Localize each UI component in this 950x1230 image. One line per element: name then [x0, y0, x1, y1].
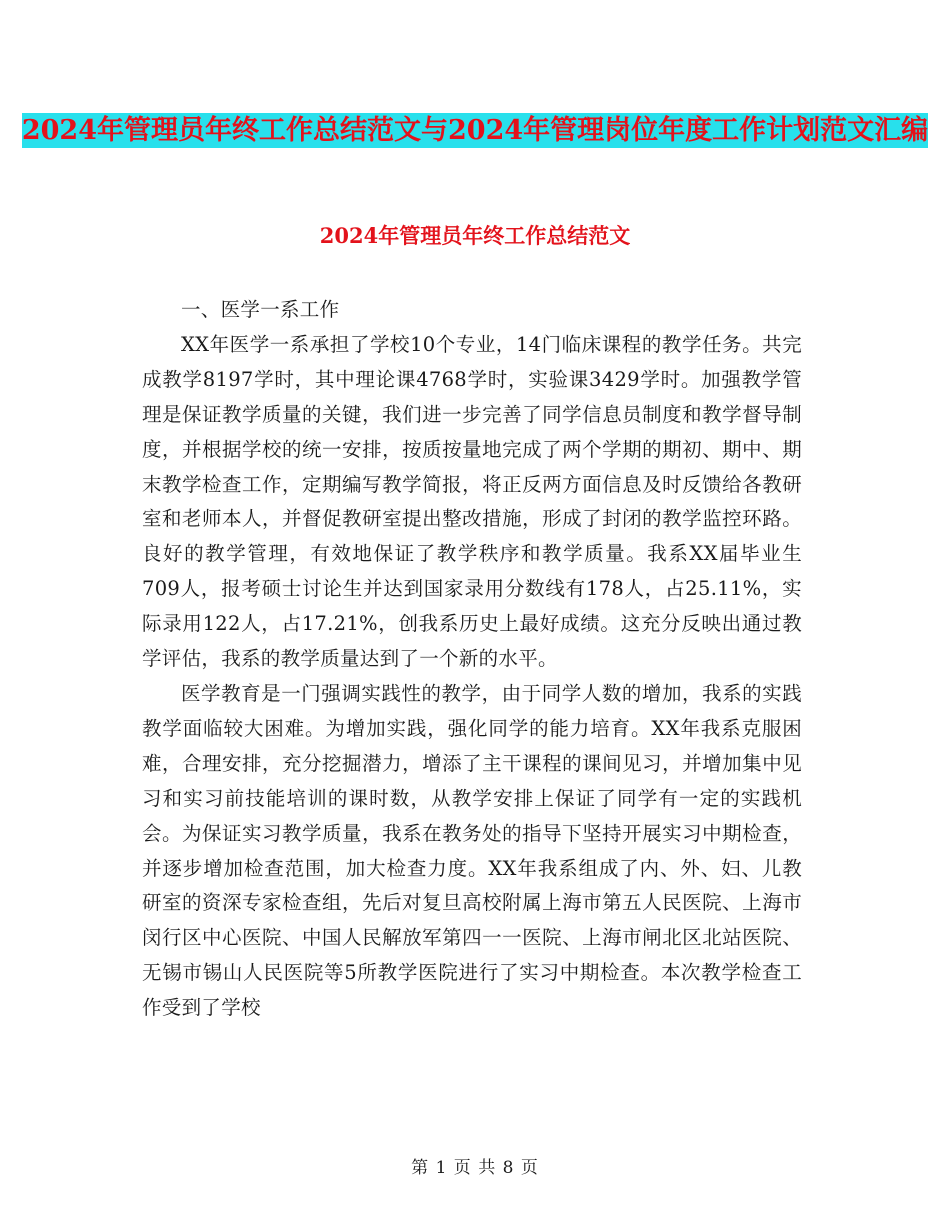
paragraph-heading: 一、医学一系工作 [181, 298, 340, 321]
document-body [142, 293, 802, 1026]
paragraph: XX年医学一系承担了学校10个专业，14门临床课程的教学任务。共完成教学8197学时，其中理论课4768学时，实验课3429学时。加强教学管理是保证教学质量的关键，我们进一步完善了同学信息员制度和教学督导制度，并根据学校的统一安排，按质按量地完成了两个学期的期初、期中、期末教学检查工作，定期编写教学简报，将正反两方面信息及时反馈给各教研室和老师本人，并督促教研室提出整改措施，形成了封闭的教学监控环路。良好的教学管理，有效地保证了教学秩序和教学质量。我系XX届毕业生709人，报考硕士讨论生并达到国家录用分数线有178人，占25.11%，实际录用122人，占17.21%，创我系历史上最好成绩。这充分反映出通过教学评估，我系的教学质量达到了一个新的水平。 [142, 332, 802, 671]
document-title [0, 107, 950, 155]
document-title-text: 2024年管理员年终工作总结范文与2024年管理岗位年度工作计划范文汇编 [21, 115, 929, 146]
page-footer: 第 1 页 共 8 页 [411, 1158, 539, 1178]
paragraph: 医学教育是一门强调实践性的教学，由于同学人数的增加，我系的实践教学面临较大困难。为增加实践，强化同学的能力培育。XX年我系克服困难，合理安排，充分挖掘潜力，增添了主干课程的课间见习，并增加集中见习和实习前技能培训的课时数，从教学安排上保证了同学有一定的实践机会。为保证实习教学质量，我系在教务处的指导下坚持开展实习中期检查，并逐步增加检查范围，加大检查力度。XX年我系组成了内、外、妇、儿教研室的资深专家检查组，先后对复旦高校附属上海市第五人民医院、上海市闵行区中心医院、中国人民解放军第四一一医院、上海市闸北区北站医院、无锡市锡山人民医院等5所教学医院进行了实习中期检查。本次教学检查工作受到了学校 [142, 681, 802, 1020]
section-title: 2024年管理员年终工作总结范文 [319, 223, 631, 248]
